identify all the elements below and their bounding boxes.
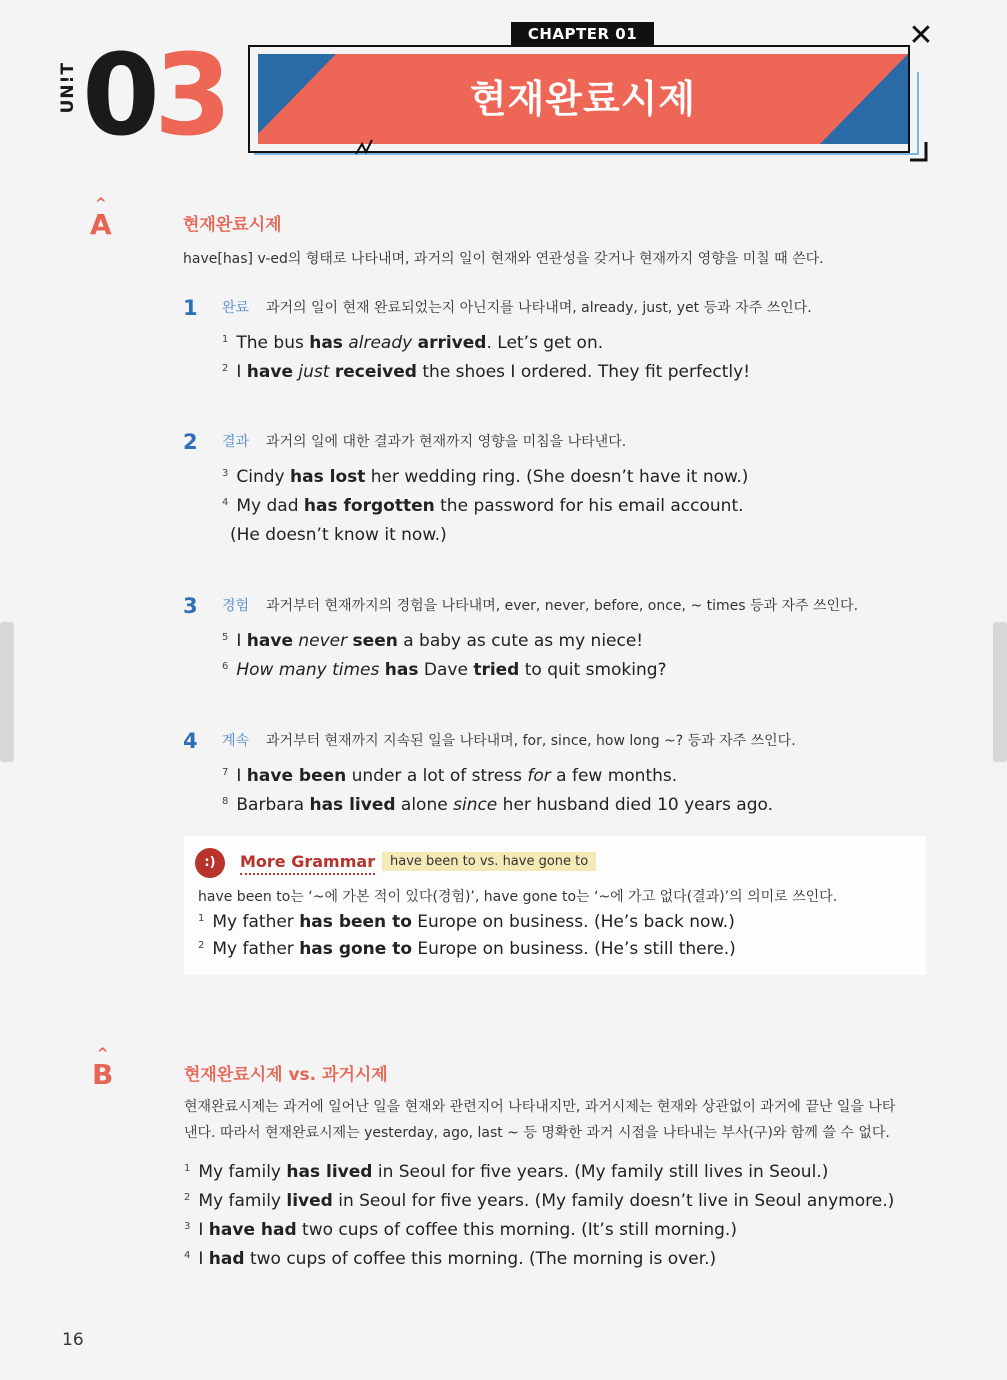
example-number: 2 [222,363,229,374]
sentence-text: My father [212,939,300,959]
sentence-text: I [198,1220,209,1240]
section-b-description-line2: 낸다. 따라서 현재완료시제는 yesterday, ago, last ~ 등 명확한 과거 시점을 나타내는 부사(구)와 함께 쓸 수 없다. [184,1125,890,1141]
example-number: 7 [222,767,229,778]
bold-verb: has [309,333,343,353]
example-sentence [222,525,447,545]
example-sentence [184,1249,716,1269]
bold-verb: have been [246,766,347,786]
sentence-text: I [236,766,247,786]
section-a-letter: ^ A [90,196,112,241]
example-number: 2 [198,940,205,951]
example-number: 5 [222,632,229,643]
item-number: 3 [183,594,198,618]
example-sentence [222,362,750,382]
section-a-description: have[has] v-ed의 형태로 나타내며, 과거의 일이 현재와 연관성을 갖거나 현재까지 영향을 미칠 때 쓴다. [183,251,824,267]
more-grammar-description: have been to는 ‘~에 가본 적이 있다(경험)’, have gone to는 ‘~에 가고 없다(결과)’의 의미로 쓰인다. [198,889,838,905]
italic-adverb: How many times [236,660,380,680]
sentence-text: Cindy [236,467,290,487]
example-sentence [222,631,643,651]
unit-number [82,31,226,161]
example-sentence [222,795,773,815]
sentence-text: (He doesn’t know it now.) [230,525,447,545]
sentence-text: My dad [236,496,304,516]
italic-adverb: just [298,362,330,382]
item-keyword: 완료 [222,300,250,316]
bold-verb: has lost [290,467,366,487]
bold-verb: had [208,1249,245,1269]
page-number: 16 [62,1330,84,1350]
sentence-text: alone [395,795,454,815]
example-number: 3 [184,1221,191,1232]
chapter-tag: CHAPTER 01 [511,22,654,46]
item-keyword: 경험 [222,598,250,614]
bold-verb: received [334,362,417,382]
right-page-tab[interactable] [993,622,1007,762]
smile-icon: :) [195,848,225,878]
section-b-title: 현재완료시제 vs. 과거시제 [184,1065,388,1085]
item-description: 과거부터 현재까지 지속된 일을 나타내며, for, since, how long ~? 등과 자주 쓰인다. [266,733,796,749]
item-number: 1 [183,296,198,320]
sentence-text: I [198,1249,209,1269]
sentence-text: . Let’s get on. [486,333,604,353]
bold-verb: have [246,362,293,382]
bold-verb: has forgotten [303,496,435,516]
sentence-text: Europe on business. (He’s back now.) [411,912,735,932]
unit-number-second-digit: 3 [153,31,226,161]
example-number: 1 [222,334,229,345]
section-a-title: 현재완료시제 [183,215,282,235]
sentence-text: her husband died 10 years ago. [497,795,773,815]
example-sentence [184,1220,737,1240]
sentence-text: her wedding ring. (She doesn’t have it now.) [365,467,749,487]
bold-verb: have had [208,1220,297,1240]
unit-label: UN!T [58,62,78,114]
italic-adverb: since [453,795,498,815]
left-page-tab[interactable] [0,622,14,762]
bold-verb: lived [286,1191,333,1211]
example-number: 1 [184,1163,191,1174]
example-sentence [222,660,667,680]
sentence-text: a few months. [550,766,678,786]
sentence-text: in Seoul for five years. (My family doesn’t live in Seoul anymore.) [332,1191,895,1211]
example-sentence [198,912,735,932]
example-sentence [222,496,744,516]
item-description: 과거의 일이 현재 완료되었는지 아닌지를 나타내며, already, just, yet 등과 자주 쓰인다. [266,300,812,316]
sentence-text: Europe on business. (He’s still there.) [412,939,736,959]
sentence-text: The bus [236,333,310,353]
example-sentence [222,467,748,487]
example-number: 2 [184,1192,191,1203]
example-sentence [184,1162,828,1182]
unit-number-first-digit: 0 [82,31,154,161]
item-number: 4 [183,729,198,753]
item-description: 과거부터 현재까지의 경험을 나타내며, ever, never, before, once, ~ times 등과 자주 쓰인다. [266,598,859,614]
bold-verb: has lived [286,1162,373,1182]
example-sentence [184,1191,894,1211]
example-number: 4 [222,497,229,508]
example-sentence [222,766,677,786]
sentence-text: My family [198,1191,287,1211]
more-grammar-title: More Grammar [240,852,375,875]
bold-verb: has gone to [299,939,413,959]
bold-verb: has lived [309,795,396,815]
close-icon[interactable]: ✕ [908,18,934,53]
sentence-text: I [236,631,247,651]
bold-verb: has been to [299,912,412,932]
sentence-text: a baby as cute as my niece! [397,631,644,651]
bold-verb: have [246,631,293,651]
italic-adverb: for [527,766,551,786]
sentence-text: the shoes I ordered. They fit perfectly! [416,362,751,382]
sentence-text: under a lot of stress [346,766,528,786]
example-number: 8 [222,796,229,807]
bold-verb: arrived [417,333,487,353]
example-sentence [222,333,603,353]
sentence-text: to quit smoking? [519,660,667,680]
bold-verb: tried [473,660,520,680]
sentence-text: My father [212,912,300,932]
bold-verb: has [384,660,419,680]
italic-adverb: already [348,333,413,353]
example-number: 1 [198,913,205,924]
item-number: 2 [183,430,198,454]
page-title: 현재완료시제 [469,77,697,121]
item-keyword: 결과 [222,434,250,450]
sentence-text: My family [198,1162,287,1182]
example-number: 4 [184,1250,191,1261]
sentence-text: the password for his email account. [434,496,744,516]
sentence-text: two cups of coffee this morning. (It’s still morning.) [296,1220,737,1240]
sentence-text: in Seoul for five years. (My family still lives in Seoul.) [372,1162,829,1182]
sentence-text: two cups of coffee this morning. (The morning is over.) [244,1249,717,1269]
more-grammar-tag: have been to vs. have gone to [382,852,596,871]
italic-adverb: never [298,631,348,651]
item-description: 과거의 일에 대한 결과가 현재까지 영향을 미침을 나타낸다. [266,434,627,450]
sentence-text: Dave [418,660,474,680]
sentence-text: I [236,362,247,382]
example-number: 3 [222,468,229,479]
section-b-letter: ^ B [92,1046,114,1091]
section-b-description-line1: 현재완료시제는 과거에 일어난 일을 현재와 관련지어 나타내지만, 과거시제는 현재와 상관없이 과거에 끝난 일을 나타 [184,1099,896,1115]
example-sentence [198,939,736,959]
bold-verb: seen [352,631,398,651]
item-keyword: 계속 [222,733,250,749]
example-number: 6 [222,661,229,672]
sentence-text: Barbara [236,795,310,815]
